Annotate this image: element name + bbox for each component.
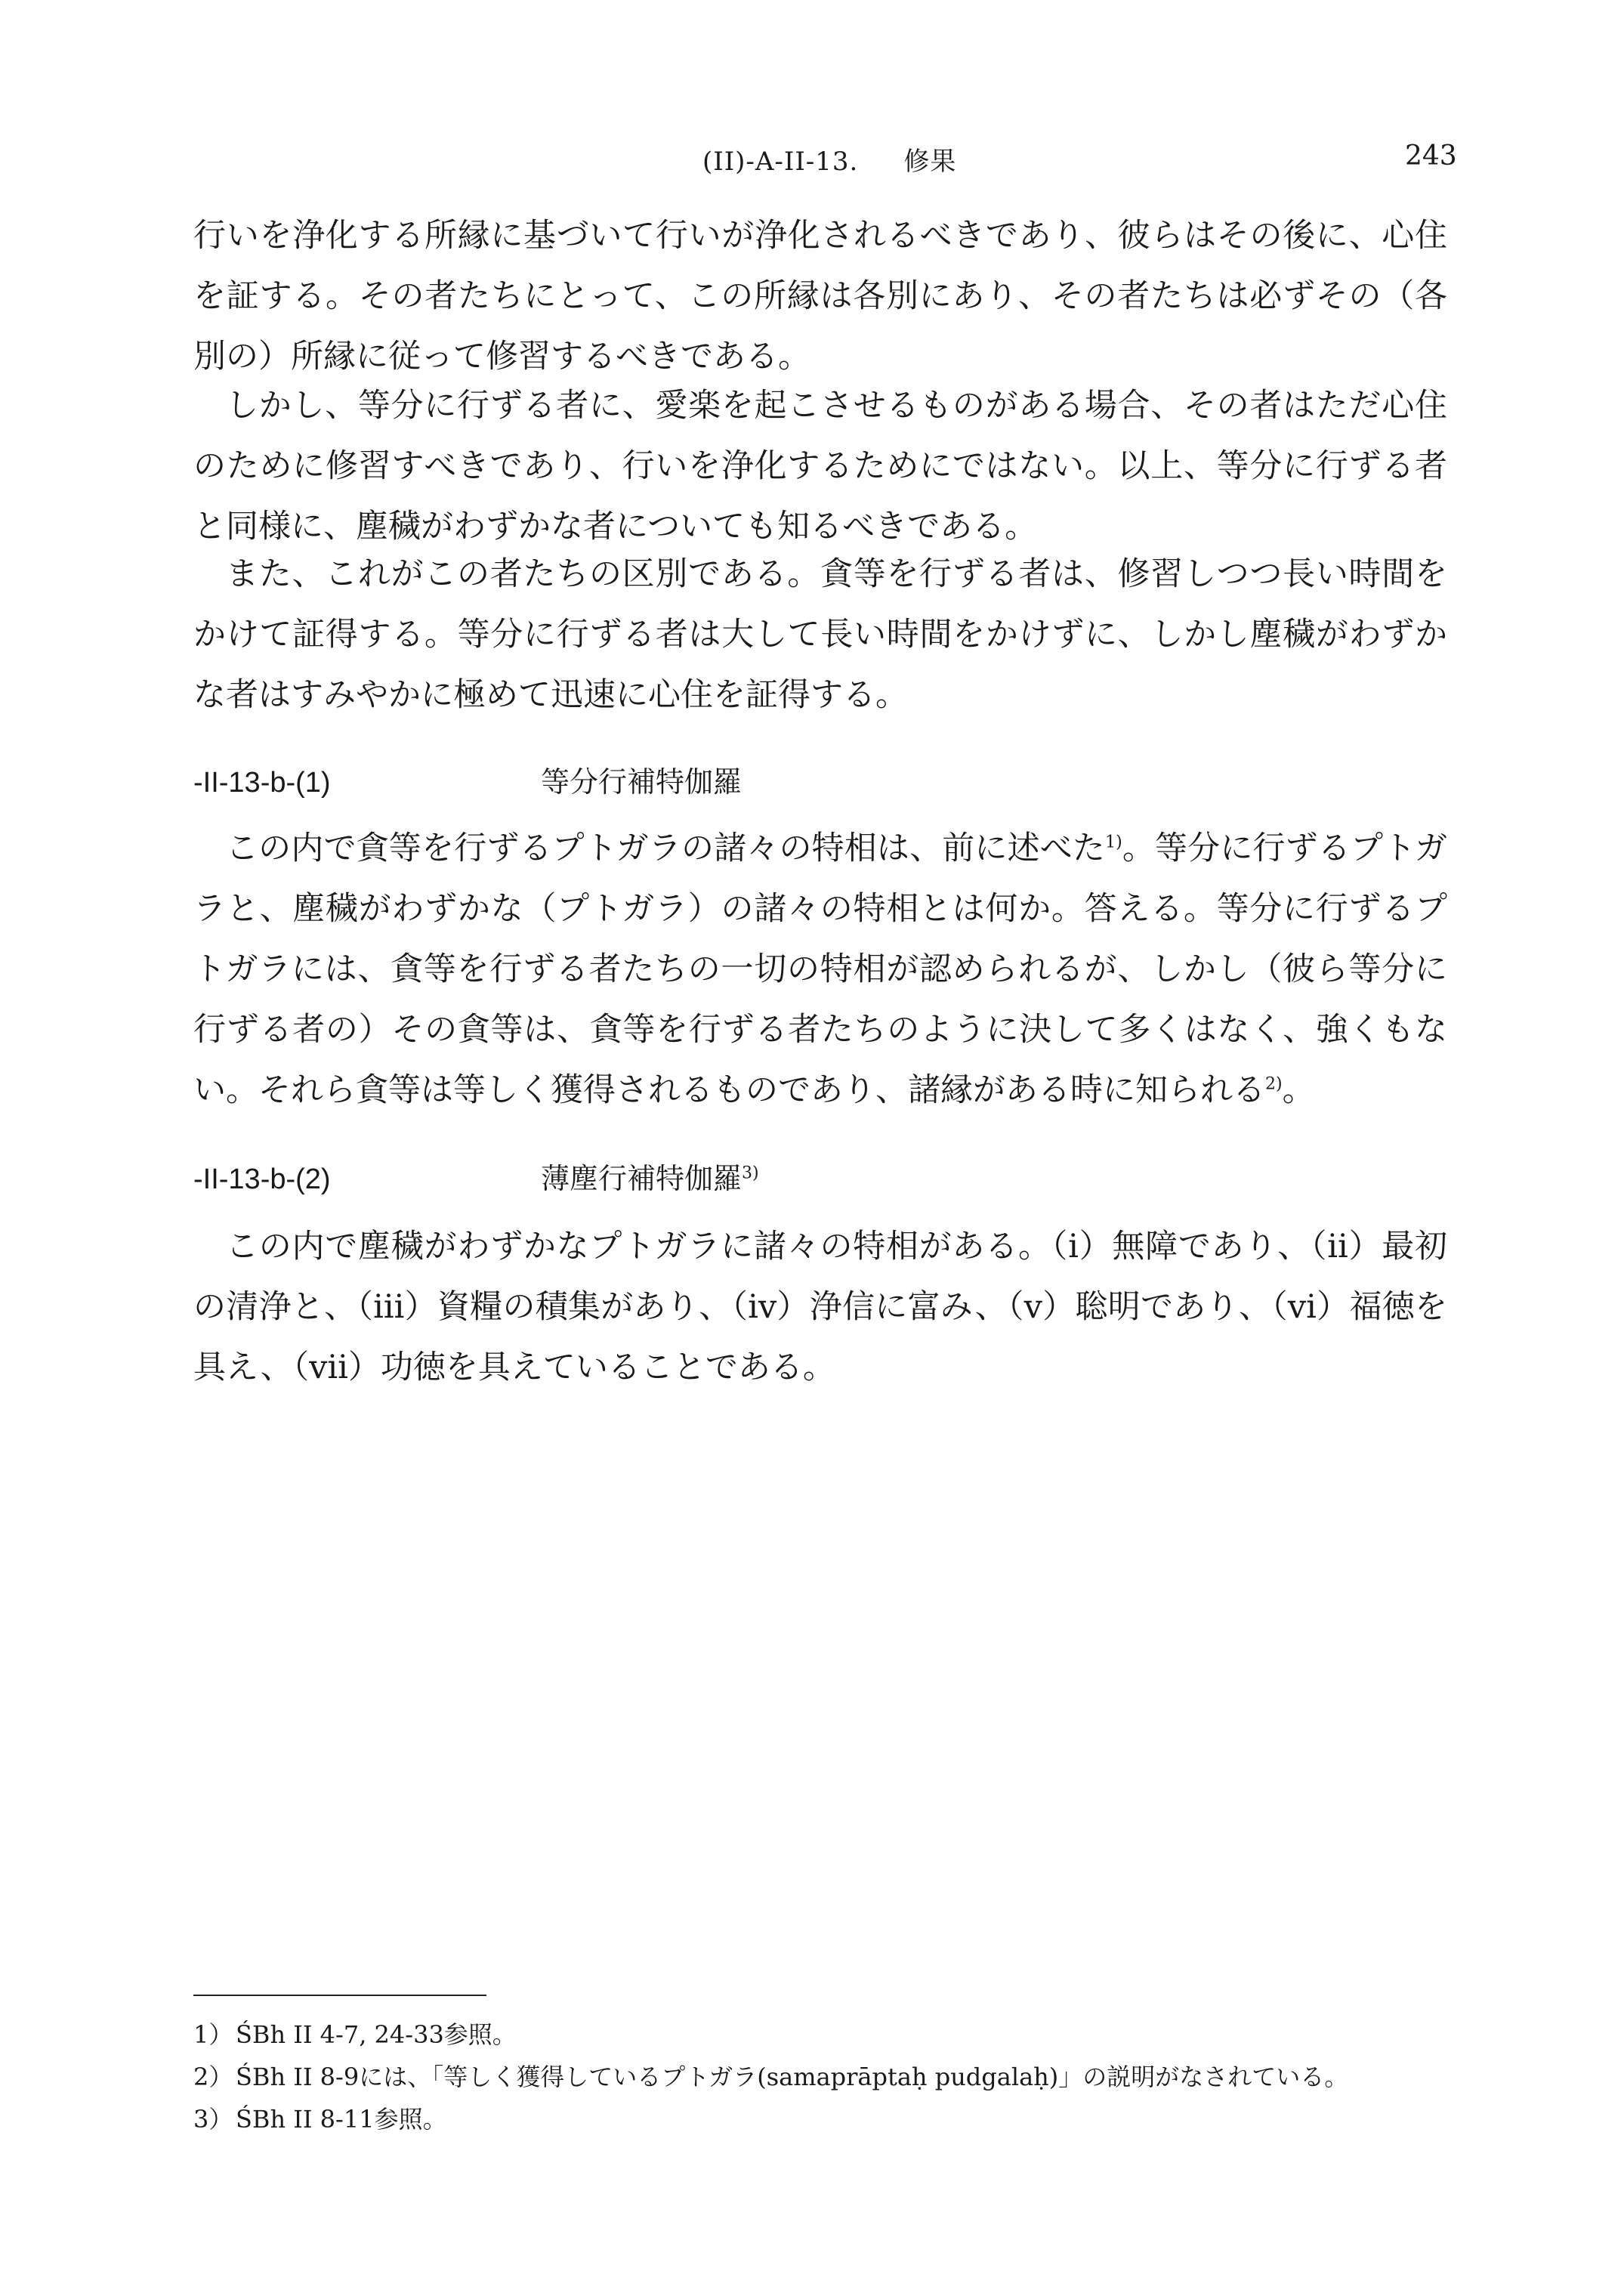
running-head: [702, 141, 956, 178]
section-2-body: この内で塵穢がわずかなプトガラに諸々の特相がある。（i）無障であり、（ii）最初の清浄と、（iii）資糧の積集があり、（iv）浄信に富み、（v）聡明であり、（vi）福徳を具え、（vii）功徳を具えていることである。: [193, 1228, 1447, 1386]
section-code: -II-13-b-(1): [193, 767, 331, 799]
running-head-title: 修果: [903, 147, 957, 177]
paragraph-2: しかし、等分に行ずる者に、愛楽を起こさせるものがある場合、その者はただ心住のために修習すべきであり、行いを浄化するためにではない。以上、等分に行ずる者と同様に、塵穢がわずかな者についても知るべきである。: [193, 387, 1447, 545]
body-text: 。等分に行ずるプトガラと、塵穢がわずかな（プトガラ）の諸々の特相とは何か。答える。等分に行ずるプトガラには、貪等を行ずる者たちの一切の特相が認められるが、しかし（彼ら等分に行ずる者の）その貪等は、貪等を行ずる者たちのように決して多くはなく、強くもない。それら貪等は等しく獲得されるものであり、諸縁がある時に知られる: [193, 830, 1447, 1109]
section-code: -II-13-b-(2): [193, 1163, 331, 1195]
footnote-2: [193, 2056, 1477, 2098]
section-heading-1: [193, 759, 742, 805]
footnote-ref-1[interactable]: 1): [1105, 833, 1122, 852]
body-text: この内で貪等を行ずるプトガラの諸々の特相は、前に述べた: [226, 830, 1106, 867]
page-number: 243: [1405, 141, 1457, 172]
paragraph-3: また、これがこの者たちの区別である。貪等を行ずる者は、修習しつつ長い時間をかけて証得する。等分に行ずる者は大して長い時間をかけずに、しかし塵穢がわずかな者はすみやかに極めて迅速に心住を証得する。: [193, 555, 1447, 714]
footnote-number: 1）: [193, 2020, 233, 2049]
footnotes: [193, 2013, 1477, 2140]
footnote-3: [193, 2098, 1477, 2140]
section-1-body: [193, 818, 1447, 1120]
running-head-section: (II)-A-II-13.: [702, 147, 859, 177]
body-text: 。: [1282, 1071, 1315, 1109]
section-title: 薄塵行補特伽羅: [541, 1162, 743, 1195]
footnote-text: ŚBh II 4-7, 24-33参照。: [236, 2020, 517, 2049]
footnote-number: 2）: [193, 2063, 233, 2091]
footnote-1: [193, 2013, 1477, 2056]
footnote-text: ŚBh II 8-9には、「等しく獲得しているプトガラ(samaprāptaḥ pudgalaḥ)」の説明がなされている。: [236, 2063, 1349, 2091]
paragraph-1: 行いを浄化する所縁に基づいて行いが浄化されるべきであり、彼らはその後に、心住を証する。その者たちにとって、この所縁は各別にあり、その者たちは必ずその（各別の）所縁に従って修習するべきである。: [193, 217, 1447, 375]
footnote-divider: [193, 1995, 486, 1996]
footnote-ref-2[interactable]: 2): [1265, 1074, 1283, 1094]
footnote-text: ŚBh II 8-11参照。: [236, 2105, 447, 2134]
section-title: 等分行補特伽羅: [541, 765, 743, 799]
section-heading-2: [193, 1156, 759, 1202]
footnote-ref-3[interactable]: 3): [742, 1163, 759, 1183]
footnote-number: 3）: [193, 2105, 233, 2134]
